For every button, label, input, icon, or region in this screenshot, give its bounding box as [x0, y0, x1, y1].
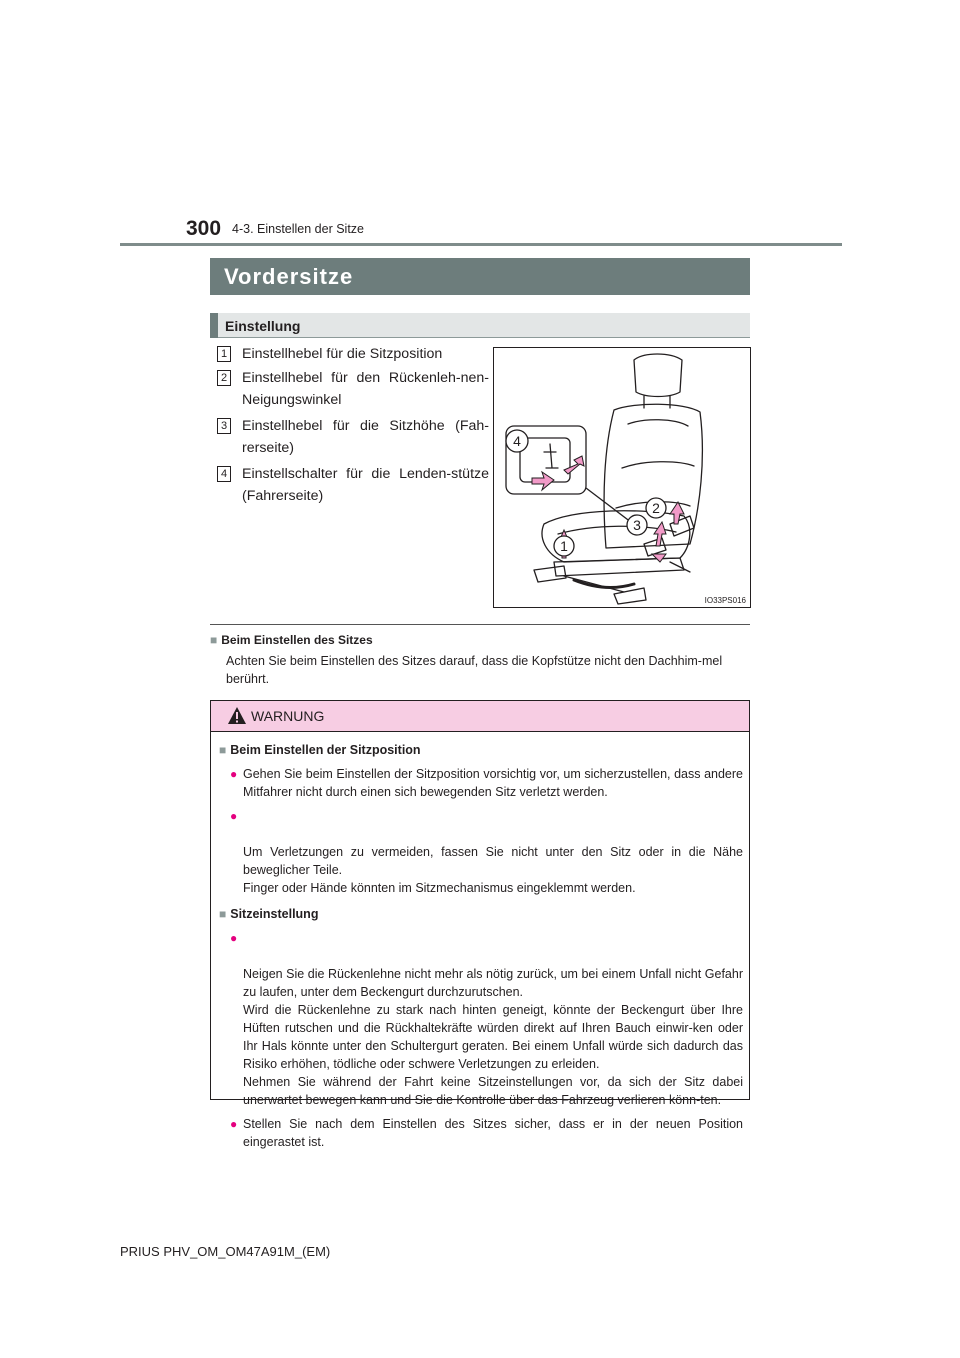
figure-code: IO33PS016: [704, 596, 746, 605]
header-rule: [120, 243, 842, 246]
callout-3: 3: [633, 517, 641, 533]
headrest-outline: [634, 354, 682, 397]
item-number: 2: [217, 370, 231, 386]
warning-content: [219, 741, 743, 1151]
item-text: Einstellhebel für die Sitzhöhe (Fah-rerseite): [242, 418, 489, 456]
callout-4: 4: [513, 433, 521, 449]
square-bullet-icon: ■: [219, 743, 227, 757]
warning-bullet: ● Um Verletzungen zu vermeiden, fassen Sie nicht unter den Sitz oder in die Nähe beweglicher Teile. Finger oder Hände könnten im Sitzmechanismus eingeklemmt werden.: [230, 809, 743, 895]
bullet-dot-icon: ●: [230, 809, 238, 823]
divider: [210, 624, 750, 625]
seat-drawing: [494, 348, 750, 607]
chapter-title: 4-3. Einstellen der Sitze: [232, 222, 365, 236]
seat-illustration: [493, 347, 751, 608]
warning-bullet: ● Stellen Sie nach dem Einstellen des Sitzes sicher, dass er in der neuen Position eingerastet ist.: [230, 1117, 743, 1149]
item-number: 3: [217, 418, 231, 434]
warning-title: WARNUNG: [251, 708, 325, 724]
warning-bullet: ● Gehen Sie beim Einstellen der Sitzposition vorsichtig vor, um sicherzustellen, dass andere Mitfahrer nicht durch einen sich bewegenden Sitz verletzt werden.: [230, 767, 743, 799]
item-text: Einstellschalter für die Lenden-stütze (Fahrerseite): [242, 466, 489, 504]
warning-group-heading: ■ Beim Einstellen der Sitzposition: [219, 743, 421, 757]
callout-1: 1: [560, 538, 568, 554]
item-text: Einstellhebel für den Rückenleh-nen-Neigungswinkel: [242, 370, 489, 408]
list-item: [217, 367, 489, 411]
warning-group-heading: ■ Sitzeinstellung: [219, 907, 319, 921]
warning-box: [210, 700, 750, 1149]
subsection-accent: [210, 313, 218, 338]
list-item: [217, 415, 489, 459]
warning-header: [211, 701, 749, 732]
note-heading: [210, 633, 373, 647]
square-bullet-icon: ■: [210, 633, 218, 647]
item-number: 1: [217, 346, 231, 362]
subsection-title: Einstellung: [225, 318, 301, 334]
footer-text: PRIUS PHV_OM_OM47A91M_(EM): [120, 1244, 331, 1259]
bullet-dot-icon: ●: [230, 767, 238, 781]
bullet-dot-icon: ●: [230, 931, 238, 945]
warning-triangle-icon: [227, 706, 247, 725]
bullet-dot-icon: ●: [230, 1117, 238, 1131]
warning-bullet: ● Neigen Sie die Rückenlehne nicht mehr als nötig zurück, um bei einem Unfall nicht Gefahr zu laufen, unter dem Beckengurt durchzurutschen. Wird die Rückenlehne zu stark nach hinten geneigt, könnte der Beckengurt über Ihre Hüften rutschen und die Rückhaltekräfte würden direkt auf Ihren Bauch einwir-ken oder Ihr Hals könnte unter den Schultergurt geraten. Bei einem Unfall würde sich dadurch das Risiko erhöhen, tödliche oder schwere Verletzungen zu erleiden. Nehmen Sie während der Fahrt keine Sitzeinstellungen vor, da sich der Sitz dabei unerwartet bewegen kann und Sie die Kontrolle über das Fahrzeug verlieren könn-ten.: [230, 931, 743, 1107]
list-item: [217, 343, 489, 365]
item-number: 4: [217, 466, 231, 482]
note-body: Achten Sie beim Einstellen des Sitzes darauf, dass die Kopfstütze nicht den Dachhim-mel berührt.: [226, 654, 723, 686]
item-text: Einstellhebel für die Sitzposition: [242, 346, 443, 362]
list-item: [217, 463, 489, 507]
square-bullet-icon: ■: [219, 907, 227, 921]
note-heading-text: Beim Einstellen des Sitzes: [221, 633, 373, 647]
section-title: Vordersitze: [224, 264, 354, 289]
page-number: 300: [186, 217, 222, 240]
callout-2: 2: [652, 500, 660, 516]
